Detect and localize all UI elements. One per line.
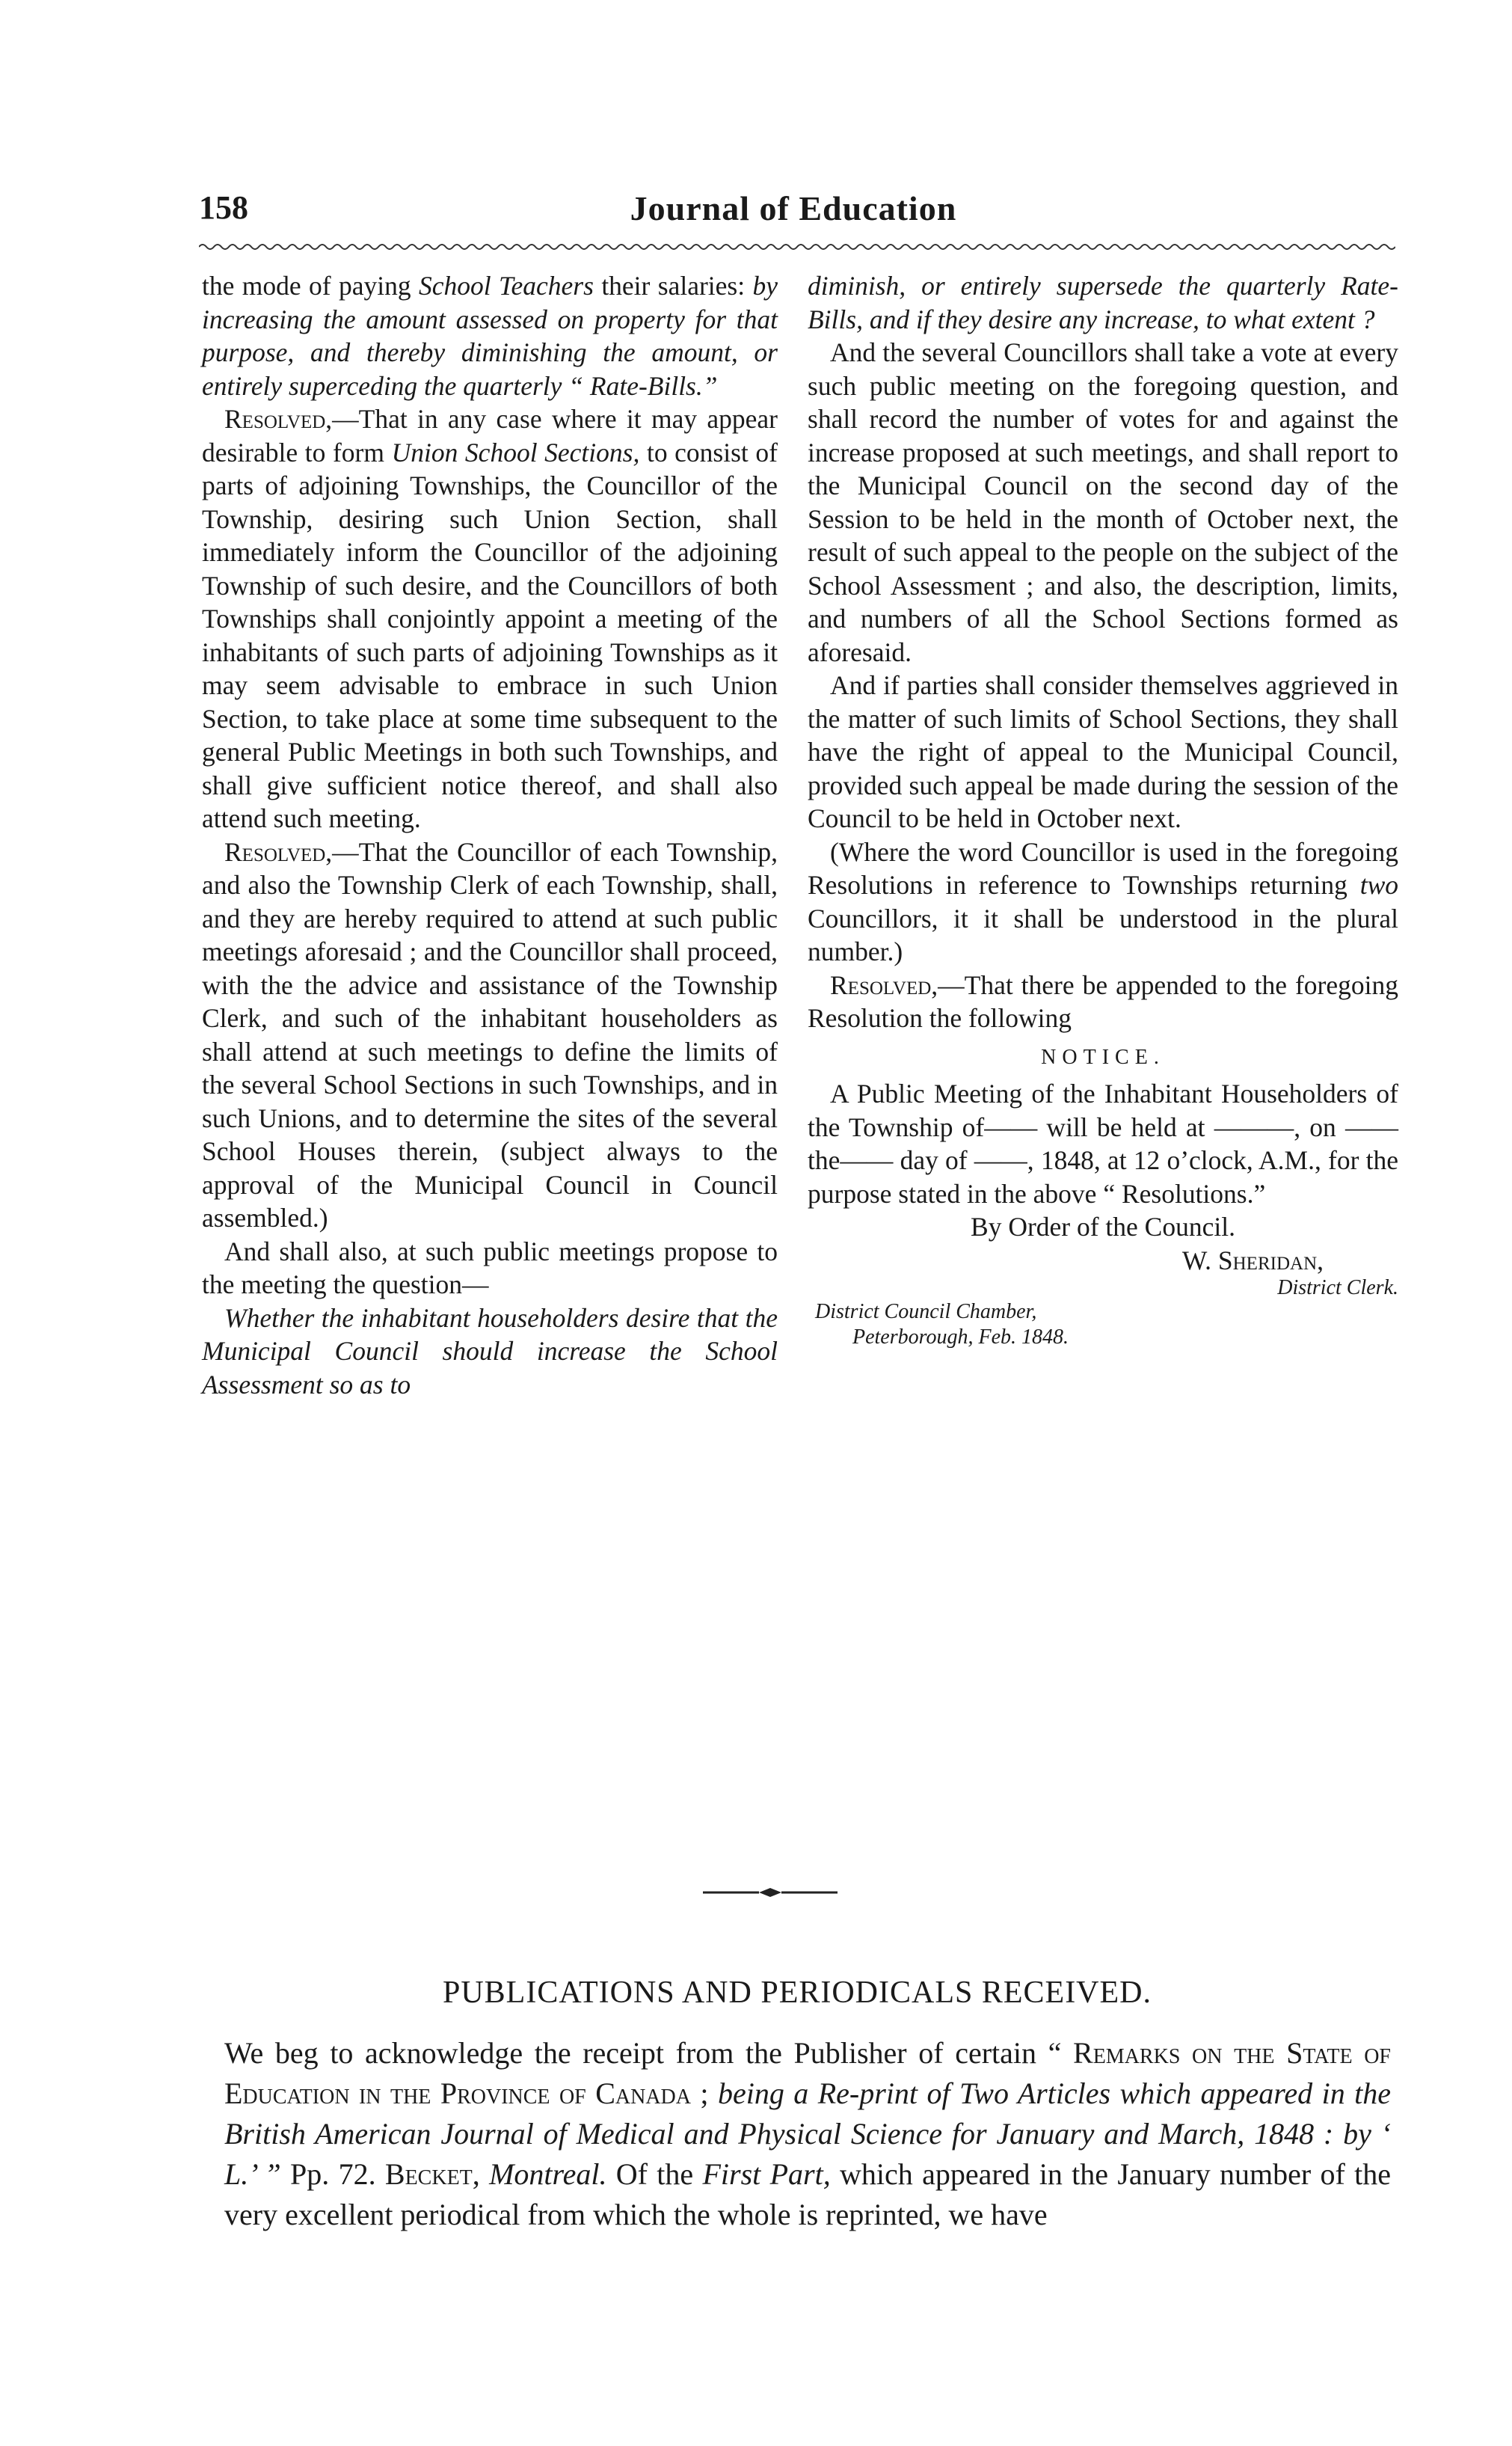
left-paragraph-1: the mode of paying School Teachers their salaries: by increasing the amount assessed on property for that purpose, and thereby diminishing the amount, or entirely superceding the quarterly “ Rate-Bills.” [202,271,778,401]
notice-text: A Public Meeting of the Inhabitant Householders of the Township of—— will be held at ———, on —— the—— day of ——, 1848, at 12 o’clock, A.M., for the purpose stated in the above “ Resolutions.” [808,1079,1398,1209]
right-paragraph-2: And the several Councillors shall take a vote at every such public meeting on the foregoing question, and shall record the number of votes for and against the increase proposed at such meetings, and shall report to the Municipal Council on the second day of the Session to be held in the month of October next, the result of such appeal to the people on the subject of the School Assessment ; and also, the description, limits, and numbers of all the School Sections formed as aforesaid. [808,337,1398,667]
signature-title: District Clerk. [1277,1276,1398,1299]
right-column [808,269,1398,1350]
section-divider [703,1885,838,1900]
signature-name: W. Sheridan, [1181,1245,1324,1275]
page-number: 158 [199,189,248,226]
right-paragraph-5: Resolved,—That there be appended to the foregoing Resolution the following [808,969,1398,1033]
left-column [202,269,778,1401]
header-rule [199,241,1395,253]
page-header [199,188,1388,233]
signature-place: District Council Chamber, [815,1300,1037,1323]
notice-title: NOTICE. [1041,1045,1165,1069]
right-paragraph-4: (Where the word Councillor is used in the foregoing Resolutions in reference to Townships returning two Councillors, it it shall be understood in the plural number.) [808,836,1398,966]
left-paragraph-5: Whether the inhabitant householders desire that the Municipal Council should increase the School Assessment so as to [202,1302,778,1400]
right-paragraph-1: diminish, or entirely supersede the quarterly Rate-Bills, and if they desire any increase, to what extent ? [808,271,1398,334]
left-paragraph-4: And shall also, at such public meetings propose to the meeting the question— [202,1236,778,1299]
running-head: Journal of Education [630,189,957,227]
right-paragraph-3: And if parties shall consider themselves aggrieved in the matter of such limits of School Sections, they shall have the right of appeal to the Municipal Council, provided such appeal be made during the session of the Council to be held in October next. [808,670,1398,833]
left-paragraph-2: Resolved,—That in any case where it may appear desirable to form Union School Sections, to consist of parts of adjoining Townships, the Councillor of the Township, desiring such Union Section, shall immediately inform the Councillor of the adjoining Township of such desire, and the Councillors of both Townships shall conjointly appoint a meeting of the inhabitants of such parts of adjoining Townships as it may seem advisable to embrace in such Union Section, to take place at some time subsequent to the general Public Meetings in both such Townships, and shall give sufficient notice thereof, and shall also attend such meeting. [202,404,778,833]
section-body [224,2033,1391,2235]
left-paragraph-3: Resolved,—That the Councillor of each Township, and also the Township Clerk of each Township, shall, and they are hereby required to attend at such public meetings aforesaid ; and the Councillor shall proceed, with the the advice and assistance of the Township Clerk, and such of the inhabitant householders as shall attend at such meetings to define the limits of the several School Sections in such Townships, and in such Unions, and to determine the sites of the several School Houses therein, (subject always to the approval of the Municipal Council in Council assembled.) [202,836,778,1233]
section-paragraph: We beg to acknowledge the receipt from the Publisher of certain “ Remarks on the State of Education in the Province of Canada ; being a Re-print of Two Articles which appeared in the British American Journal of Medical and Physical Science for January and March, 1848 : by ‘ L.’ ” Pp. 72. Becket, Montreal. Of the First Part, which appeared in the January number of the very excellent periodical from which the whole is reprinted, we have [224,2036,1392,2231]
section-title: PUBLICATIONS AND PERIODICALS RECEIVED. [442,1976,1152,2010]
signature-date: Peterborough, Feb. 1848. [852,1325,1069,1349]
by-order: By Order of the Council. [971,1212,1235,1242]
